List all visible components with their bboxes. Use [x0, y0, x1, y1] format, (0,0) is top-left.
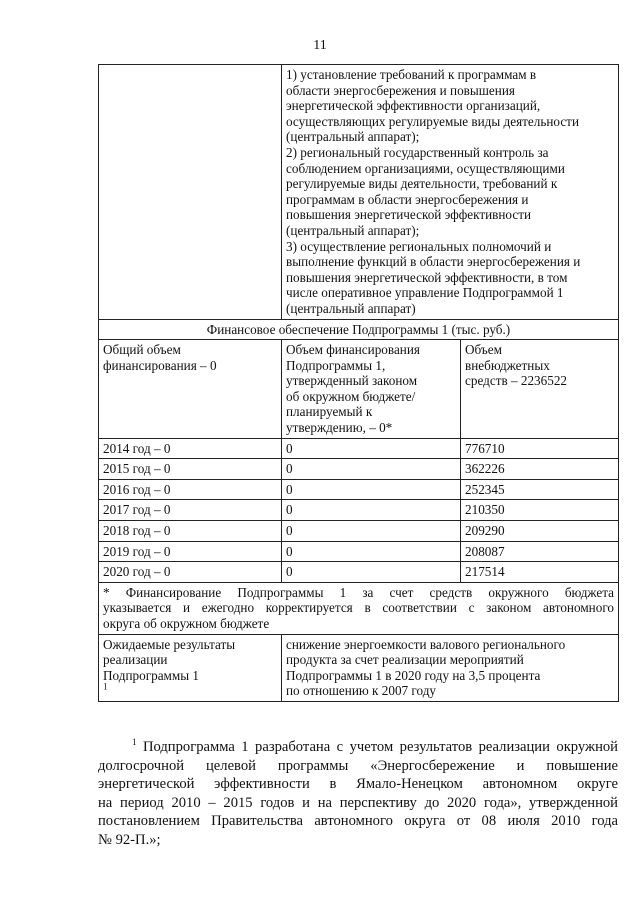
- measures-line: программам в области энергосбережения и: [286, 191, 529, 207]
- header-line: планируемый к: [286, 404, 373, 420]
- year-cell: 2015 год – 0: [99, 459, 282, 480]
- header-line: финансирования – 0: [103, 357, 217, 373]
- finance-year-row: [99, 500, 619, 521]
- measures-line: выполнение функций в области энергосбережения и: [286, 254, 581, 270]
- finance-year-row: [99, 521, 619, 542]
- results-label: [99, 634, 282, 701]
- results-label-line: [103, 668, 277, 699]
- year-cell: 2016 год – 0: [99, 479, 282, 500]
- header-line: утверждению, – 0*: [286, 420, 393, 436]
- footnote-line: энергетической эффективности в Ямало-Ненецком автономном округе: [98, 776, 618, 793]
- results-label-text: Подпрограммы 1: [103, 667, 199, 683]
- footnote-marker: 1: [103, 681, 108, 692]
- measures-line: 1) установление требований к программам в: [286, 67, 537, 82]
- finance-heading-row: [99, 319, 619, 340]
- header-line: внебюджетных: [465, 357, 550, 373]
- budget-cell: 0: [282, 459, 461, 480]
- measures-cell: [282, 65, 619, 320]
- finance-note: [99, 582, 619, 634]
- note-line: * Финансирование Подпрограммы 1 за счет средств окружного бюджета: [103, 584, 614, 600]
- results-value-line: по отношению к 2007 году: [286, 683, 437, 699]
- page-number: 11: [313, 38, 327, 53]
- finance-note-row: [99, 582, 619, 634]
- measures-line: области энергосбережения и повышения: [286, 82, 515, 98]
- footnote-text: Подпрограмма 1 разработана с учетом результатов реализации окружной: [142, 739, 618, 755]
- budget-cell: 0: [282, 500, 461, 521]
- measures-line: 2) региональный государственный контроль за: [286, 144, 549, 160]
- header-line: об окружном бюджете/: [286, 388, 416, 404]
- measures-line: повышения энергетической эффективности: [286, 207, 532, 223]
- finance-year-row: [99, 459, 619, 480]
- footnote-line: постановлением Правительства автономного округа от 08 июля 2010 года: [98, 813, 618, 830]
- results-value-line: снижение энергоемкости валового регионального: [286, 636, 566, 652]
- finance-heading: Финансовое обеспечение Подпрограммы 1 (тыс. руб.): [99, 319, 619, 340]
- header-line: Объем: [465, 342, 502, 358]
- footnote-line: № 92-П.»;: [98, 831, 161, 848]
- measures-line: регулируемые виды деятельности, требований к: [286, 176, 558, 192]
- year-cell: 2018 год – 0: [99, 521, 282, 542]
- finance-year-row: [99, 562, 619, 583]
- year-cell: 2017 год – 0: [99, 500, 282, 521]
- subprogram-passport-table: [98, 64, 619, 702]
- budget-cell: 0: [282, 562, 461, 583]
- note-line: округа об окружном бюджете: [103, 616, 270, 631]
- finance-year-row: [99, 479, 619, 500]
- note-line: указывается и ежегодно корректируется в соответствии с законом автономного: [103, 600, 614, 616]
- results-label-line: реализации: [103, 652, 168, 668]
- finance-header-row: [99, 340, 619, 439]
- year-cell: 2020 год – 0: [99, 562, 282, 583]
- results-label-line: Ожидаемые результаты: [103, 636, 236, 652]
- measures-line: (центральный аппарат);: [286, 129, 420, 145]
- results-row: [99, 634, 619, 701]
- finance-total-header: [99, 340, 282, 439]
- measures-line: соблюдением организациями, осуществляющими: [286, 160, 565, 176]
- budget-cell: 0: [282, 438, 461, 459]
- footnote-line: долгосрочной целевой программы «Энергосбережение и повышение: [98, 757, 618, 774]
- finance-year-row: [99, 438, 619, 459]
- budget-cell: 0: [282, 541, 461, 562]
- header-line: утвержденный законом: [286, 373, 418, 389]
- results-value-line: Подпрограммы 1 в 2020 году на 3,5 процента: [286, 667, 541, 683]
- finance-budget-header: [282, 340, 461, 439]
- measures-label-cell: [99, 65, 282, 320]
- extra-cell: 217514: [461, 562, 619, 583]
- measures-line: 3) осуществление региональных полномочий и: [286, 238, 552, 254]
- measures-line: числе оперативное управление Подпрограммой 1: [286, 285, 564, 301]
- extra-cell: 208087: [461, 541, 619, 562]
- measures-line: повышения энергетической эффективности, в том: [286, 269, 568, 285]
- header-line: Общий объем: [103, 342, 181, 358]
- budget-cell: 0: [282, 521, 461, 542]
- results-value-line: продукта за счет реализации мероприятий: [286, 652, 524, 668]
- footnote-line: [98, 738, 618, 757]
- budget-cell: 0: [282, 479, 461, 500]
- year-cell: 2014 год – 0: [99, 438, 282, 459]
- header-line: Подпрограммы 1,: [286, 357, 386, 373]
- measures-row: [99, 65, 619, 320]
- header-line: Объем финансирования: [286, 342, 420, 358]
- extra-cell: 776710: [461, 438, 619, 459]
- footnote: [98, 738, 618, 850]
- finance-year-row: [99, 541, 619, 562]
- footnote-line: на период 2010 – 2015 годов и на перспективу до 2020 года», утвержденной: [98, 794, 618, 811]
- extra-cell: 210350: [461, 500, 619, 521]
- extra-cell: 209290: [461, 521, 619, 542]
- results-value: [282, 634, 619, 701]
- header-line: средств – 2236522: [465, 373, 568, 389]
- measures-line: осуществляющих регулируемые виды деятельности: [286, 113, 580, 129]
- extra-cell: 252345: [461, 479, 619, 500]
- measures-line: энергетической эффективности организаций,: [286, 98, 541, 114]
- finance-extra-header: [461, 340, 619, 439]
- extra-cell: 362226: [461, 459, 619, 480]
- measures-line: (центральный аппарат): [286, 300, 416, 316]
- footnote-number: 1: [132, 737, 137, 748]
- measures-line: (центральный аппарат);: [286, 222, 420, 238]
- year-cell: 2019 год – 0: [99, 541, 282, 562]
